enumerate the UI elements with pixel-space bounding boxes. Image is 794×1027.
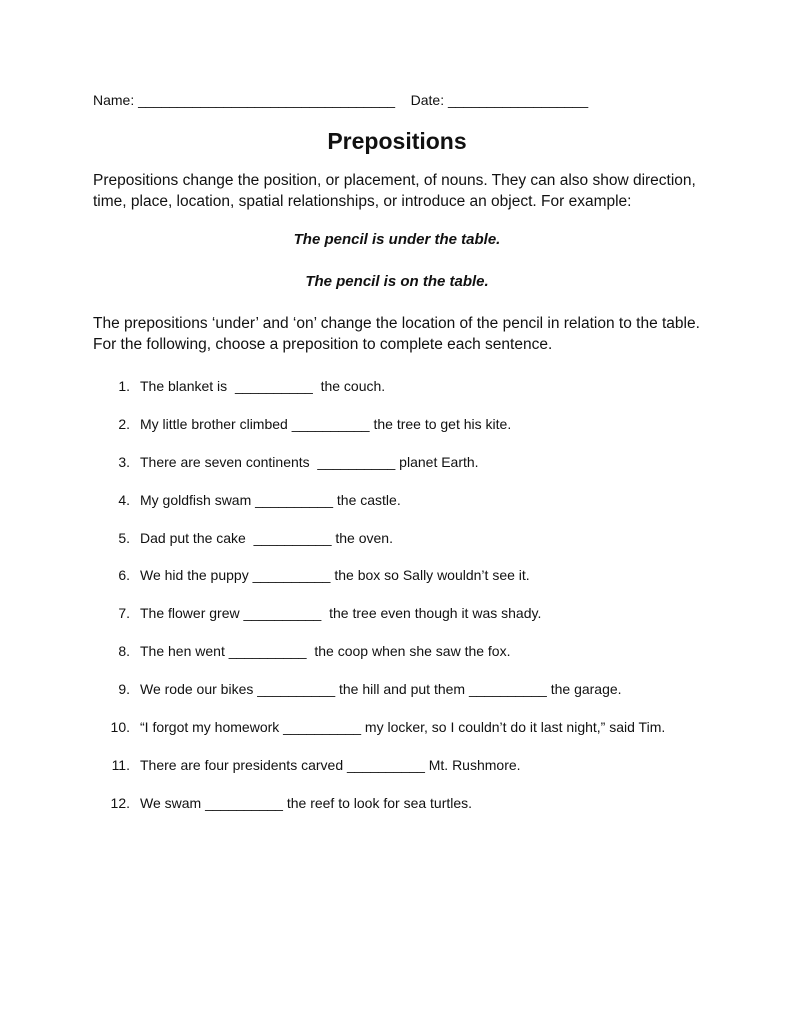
exercise-sentence: The flower grew __________ the tree even though it was shady.	[140, 605, 542, 622]
exercise-number: 2.	[118, 415, 130, 432]
exercise-item	[0, 415, 794, 453]
exercise-number: 11.	[111, 756, 130, 773]
exercise-sentence: We hid the puppy __________ the box so Sally wouldn’t see it.	[140, 567, 530, 584]
exercise-number: 7.	[118, 605, 130, 622]
exercise-number: 8.	[118, 643, 130, 660]
exercise-item	[0, 718, 794, 756]
example-sentence-on: The pencil is on the table.	[305, 273, 489, 290]
exercise-item	[0, 604, 794, 642]
page-title: Prepositions	[327, 128, 467, 154]
exercise-number: 6.	[118, 567, 130, 584]
exercise-item	[0, 680, 794, 718]
exercise-item	[0, 566, 794, 604]
exercise-sentence: “I forgot my homework __________ my locker, so I couldn’t do it last night,” said Tim.	[140, 719, 666, 736]
exercise-item	[0, 756, 794, 794]
exercise-sentence: Dad put the cake __________ the oven.	[140, 529, 393, 546]
instructions-paragraph: The prepositions ‘under’ and ‘on’ change the location of the pencil in relation to the table. For the following, choose a preposition to complete each sentence.	[93, 315, 700, 353]
exercise-number: 3.	[118, 453, 130, 470]
exercise-item	[0, 529, 794, 567]
exercise-sentence: The blanket is __________ the couch.	[140, 378, 386, 394]
exercise-number: 9.	[118, 681, 130, 698]
exercise-number: 10.	[110, 719, 130, 736]
exercise-sentence: The hen went __________ the coop when she saw the fox.	[140, 643, 511, 660]
exercise-item	[0, 453, 794, 491]
exercise-number: 4.	[118, 491, 130, 508]
example-sentence-under: The pencil is under the table.	[293, 231, 501, 248]
intro-paragraph: Prepositions change the position, or placement, of nouns. They can also show direction, time, place, location, spatial relationships, or introduce an object. For example:	[93, 172, 696, 210]
exercise-sentence: My little brother climbed __________ the tree to get his kite.	[140, 415, 512, 432]
exercise-sentence: We swam __________ the reef to look for sea turtles.	[140, 794, 473, 811]
exercise-sentence: My goldfish swam __________ the castle.	[140, 491, 401, 508]
exercise-list	[0, 377, 794, 832]
exercise-sentence: There are four presidents carved __________ Mt. Rushmore.	[140, 756, 521, 773]
exercise-item	[0, 794, 794, 832]
exercise-number: 5.	[118, 529, 130, 546]
exercise-item	[0, 377, 794, 415]
exercise-sentence: There are seven continents __________ planet Earth.	[140, 453, 479, 470]
exercise-number: 1.	[118, 378, 130, 394]
exercise-sentence: We rode our bikes __________ the hill and put them __________ the garage.	[140, 681, 622, 698]
exercise-number: 12.	[110, 794, 130, 811]
exercise-item	[0, 491, 794, 529]
exercise-item	[0, 642, 794, 680]
name-date-line: Name: _________________________________ Date: __________________	[93, 92, 589, 108]
